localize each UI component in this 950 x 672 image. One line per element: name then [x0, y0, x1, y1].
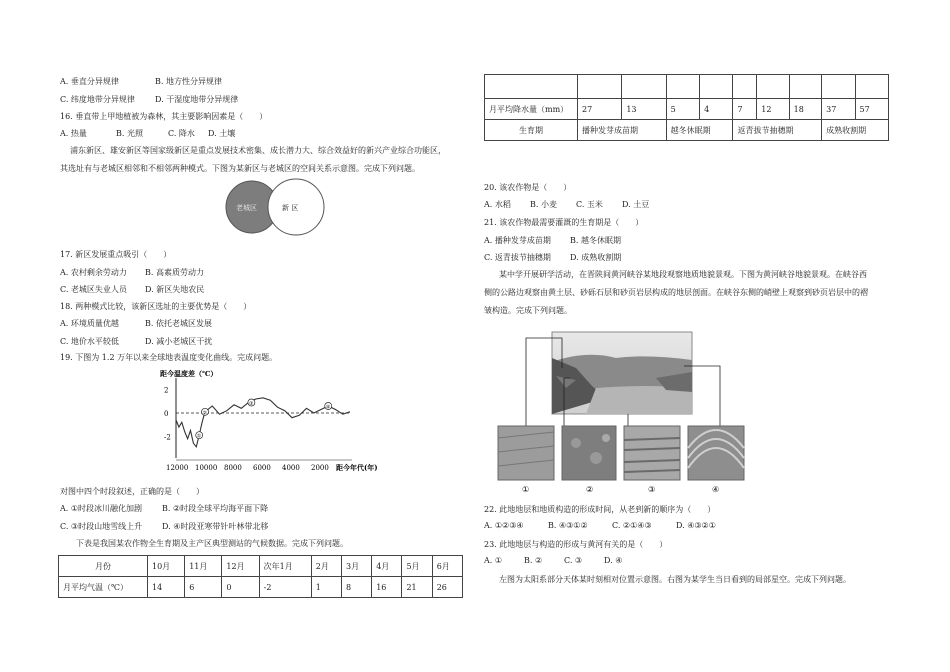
q21-option-c: C. 返青拔节抽穗期	[484, 253, 551, 262]
rock-photo-2	[562, 426, 616, 480]
table-cell: 6月	[432, 556, 462, 577]
question-16: 16. 垂直带上甲地植被为森林，其主要影响因素是（ ）	[60, 112, 268, 121]
table-row	[59, 577, 463, 598]
table-cell: 7	[733, 99, 757, 120]
table-cell: 57	[855, 99, 888, 120]
table-cell: 5月	[402, 556, 432, 577]
intro-canyon-line3: 皱构造。完成下列问题。	[484, 306, 572, 315]
q23-option-d: D. ④	[604, 556, 623, 565]
intro-solar-system: 左图为太阳系部分天体某时刻相对位置示意图。右图为某学生当日看到的局部星空。完成下列问题。	[499, 575, 851, 584]
q20-option-c: C. 玉米	[576, 200, 603, 209]
intro-newarea-line1: 浦东新区、雄安新区等国家级新区是重点发展技术密集、成长潜力大、综合效益好的新兴产业综合功能区，	[70, 146, 446, 155]
q16-option-b: B. 光照	[116, 129, 143, 138]
intro-canyon-line1: 某中学开展研学活动，在晋陕间黄河峡谷某地段观察地质地貌景观。下图为黄河峡谷地貌景观。在峡谷西	[499, 270, 867, 279]
table-cell: 4月	[372, 556, 402, 577]
q16-option-d: D. 土壤	[208, 129, 236, 138]
table-cell: 月平均气温（℃）	[59, 577, 148, 598]
q20-option-d: D. 土豆	[622, 200, 650, 209]
intro-newarea-line2: 其选址有与老城区相邻和不相邻两种模式。下图为某新区与老城区的空间关系示意图。完成下列问题。	[60, 164, 420, 173]
table-cell: 生育期	[485, 120, 578, 141]
x-tick-label: 12000	[166, 464, 189, 472]
rock-photo-4	[688, 426, 744, 480]
photo-label-1: ①	[522, 485, 530, 494]
table-cell: -2	[259, 577, 311, 598]
question-22: 22. 此地地层和地质构造的形成时间，从老到新的顺序为（ ）	[484, 505, 716, 514]
question-20: 20. 该农作物是（ ）	[484, 183, 572, 192]
x-tick-label: 10000	[195, 464, 218, 472]
q21-option-b: B. 越冬休眠期	[570, 236, 621, 245]
table-cell: 月平均降水量（mm）	[485, 99, 578, 120]
q18-option-c: C. 地价水平较低	[60, 337, 119, 346]
table-cell: 12	[757, 99, 789, 120]
photo-label-2: ②	[586, 485, 594, 494]
question-21: 21. 该农作物最需要灌溉的生育期是（ ）	[484, 218, 644, 227]
table-cell: 6	[185, 577, 222, 598]
table-cell: 返青拔节抽穗期	[733, 120, 822, 141]
q16-option-c: C. 降水	[168, 129, 195, 138]
climate-table-bottom	[484, 74, 889, 141]
q23-option-c: C. ③	[564, 556, 583, 565]
table-cell: 11月	[185, 556, 222, 577]
table-row	[485, 75, 889, 99]
q17-option-b: B. 高素质劳动力	[145, 268, 204, 277]
photo-label-3: ③	[648, 485, 656, 494]
table-cell: 18	[789, 99, 821, 120]
y-tick-label: 0	[164, 410, 169, 418]
table-cell: 月份	[59, 556, 148, 577]
q17-option-c: C. 老城区失业人员	[60, 285, 127, 294]
x-tick-label: 4000	[282, 464, 300, 472]
chart-y-label: 距今温度差（℃）	[160, 369, 218, 378]
q20-option-a: A. 水稻	[484, 200, 511, 209]
table-cell: 1	[311, 577, 341, 598]
q18-option-a: A. 环境质量优越	[60, 319, 119, 328]
period-marker-label: ①	[196, 433, 202, 440]
question-19: 19. 下图为 1.2 万年以来全球地表温度变化曲线。完成问题。	[60, 353, 278, 362]
question-19-stem: 对图中四个时段叙述，正确的是（ ）	[60, 487, 204, 496]
period-marker-label: ②	[202, 410, 207, 417]
question-23: 23. 此地地层与构造的形成与黄河有关的是（ ）	[484, 540, 668, 549]
q19-option-a: A. ①时段冰川融化加剧	[60, 504, 143, 513]
q21-option-d: D. 成熟收割期	[570, 253, 622, 262]
q23-option-b: B. ②	[524, 556, 543, 565]
table-row	[59, 556, 463, 577]
q19-option-d: D. ④时段亚寒带针叶林带北移	[162, 522, 269, 531]
rock-photo-3	[624, 426, 680, 480]
temperature-change-chart	[150, 366, 400, 476]
y-tick-label: 2	[164, 386, 169, 395]
y-tick-label: -2	[164, 433, 171, 442]
q20-option-b: B. 小麦	[530, 200, 557, 209]
table-cell: 14	[148, 577, 185, 598]
table-row	[485, 120, 889, 141]
x-tick-label: 6000	[253, 464, 271, 472]
table-cell: 16	[372, 577, 402, 598]
x-tick-label: 8000	[224, 464, 242, 472]
chart-series-line	[176, 398, 350, 447]
table-cell: 13	[622, 99, 666, 120]
table-cell: 21	[402, 577, 432, 598]
yellow-river-canyon-figure	[496, 328, 748, 498]
q17-option-d: D. 新区失地农民	[145, 285, 205, 294]
period-marker-label: ③	[248, 401, 254, 407]
table-cell: 播种发芽成苗期	[578, 120, 667, 141]
q18-option-b: B. 依托老城区发展	[145, 319, 212, 328]
q22-option-c: C. ②①④③	[612, 521, 652, 530]
q22-option-a: A. ①②③④	[484, 521, 524, 530]
chart-x-label: 距今年代(年)	[336, 463, 378, 472]
rock-photo-1	[498, 426, 554, 480]
table-cell: 5	[666, 99, 699, 120]
q18-option-d: D. 减小老城区干扰	[145, 337, 213, 346]
table-cell: 成熟收割期	[822, 120, 889, 141]
q17-option-a: A. 农村剩余劳动力	[60, 268, 127, 277]
table-cell: 越冬休眠期	[666, 120, 733, 141]
q19-option-b: B. ②时段全球平均海平面下降	[162, 504, 269, 513]
table-cell: 0	[222, 577, 259, 598]
table-cell: 10月	[148, 556, 185, 577]
table-cell: 26	[432, 577, 462, 598]
intro-crop-table: 下表是我国某农作物全生育期及主产区典型测站的气候数据。完成下列问题。	[76, 539, 348, 548]
q15-option-c: C. 纬度地带分异规律	[60, 95, 135, 104]
q15-option-d: D. 干湿度地带分异规律	[155, 95, 239, 104]
x-tick-label: 2000	[311, 464, 329, 472]
table-cell: 37	[822, 99, 855, 120]
q19-option-c: C. ③时段山地雪线上升	[60, 522, 143, 531]
old-city-label: 老城区	[236, 204, 257, 212]
q23-option-a: A. ①	[484, 556, 503, 565]
question-17: 17. 新区发展重点吸引（ ）	[60, 250, 172, 259]
table-cell: 27	[578, 99, 622, 120]
q22-option-b: B. ④③①②	[548, 521, 588, 530]
table-cell: 4	[700, 99, 733, 120]
new-area-label: 新 区	[282, 204, 299, 212]
canyon-landscape-photo	[552, 332, 692, 414]
period-marker-label: ④	[325, 404, 331, 411]
q21-option-a: A. 播种发芽成苗期	[484, 236, 551, 245]
intro-canyon-line2: 侧的公路边观察由黄土层、砂砾石层和砂页岩层构成的地层剖面。在峡谷东侧的峭壁上观察到砂页岩层中的褶	[484, 288, 868, 297]
table-cell: 次年1月	[259, 556, 311, 577]
table-cell: 2月	[311, 556, 341, 577]
q22-option-d: D. ④③②①	[676, 521, 716, 530]
question-18: 18. 两种模式比较，该新区选址的主要优势是（ ）	[60, 302, 252, 311]
q16-option-a: A. 热量	[60, 129, 87, 138]
table-cell: 12月	[222, 556, 259, 577]
city-venn-diagram	[222, 178, 342, 238]
photo-label-4: ④	[712, 485, 720, 494]
table-row	[485, 99, 889, 120]
climate-table-top	[58, 555, 463, 598]
table-cell: 8	[341, 577, 371, 598]
q15-option-a: A. 垂直分异规律	[60, 77, 119, 86]
q15-option-b: B. 地方性分异规律	[155, 77, 222, 86]
table-cell: 3月	[341, 556, 371, 577]
